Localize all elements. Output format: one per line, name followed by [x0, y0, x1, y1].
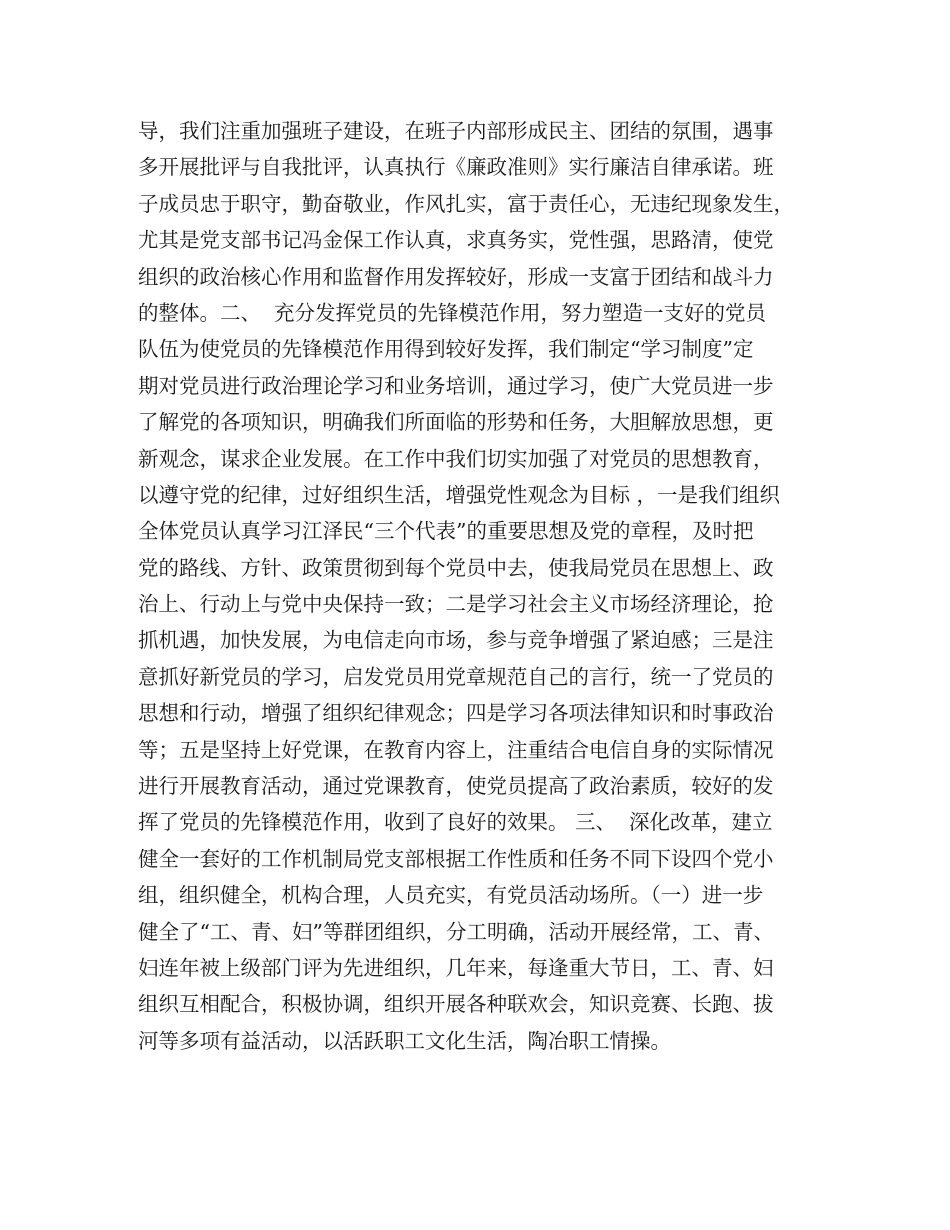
text-line: 党的路线、方针、政策贯彻到每个党员中去，使我局党员在思想上、政 — [138, 555, 774, 580]
text-line: 尤其是党支部书记冯金保工作认真，求真务实，党性强，思路清，使党 — [138, 228, 774, 253]
text-line: 的整体。二、 充分发挥党员的先锋模范作用，努力塑造一支好的党员 — [138, 300, 767, 325]
text-line: 以遵守党的纪律，过好组织生活，增强党性观念为目标 ，一是我们组织 — [138, 482, 781, 507]
text-line: 健全了“工、青、妇”等群团组织，分工明确，活动开展经常，工、青、 — [138, 919, 774, 944]
text-line: 河等多项有益活动，以活跃职工文化生活，陶冶职工情操。 — [138, 1028, 671, 1053]
text-line: 健全一套好的工作机制局党支部根据工作性质和任务不同下设四个党小 — [138, 846, 774, 871]
text-line: 子成员忠于职守，勤奋敬业，作风扎实，富于责任心，无违纪现象发生， — [138, 191, 794, 216]
text-line: 了解党的各项知识，明确我们所面临的形势和任务，大胆解放思想，更 — [138, 410, 774, 435]
text-line: 组织的政治核心作用和监督作用发挥较好，形成一支富于团结和战斗力 — [138, 264, 774, 289]
text-line: 组织互相配合，积极协调，组织开展各种联欢会，知识竞赛、长跑、拔 — [138, 992, 774, 1017]
text-line: 抓机遇，加快发展，为电信走向市场，参与竞争增强了紧迫感；三是注 — [138, 628, 774, 653]
text-line: 新观念，谋求企业发展。在工作中我们切实加强了对党员的思想教育， — [138, 446, 774, 471]
body-text — [138, 113, 838, 1059]
text-line: 意抓好新党员的学习，启发党员用党章规范自己的言行，统一了党员的 — [138, 664, 774, 689]
text-line: 队伍为使党员的先锋模范作用得到较好发挥，我们制定“学习制度”定 — [138, 337, 754, 362]
text-line: 期对党员进行政治理论学习和业务培训，通过学习，使广大党员进一步 — [138, 373, 774, 398]
text-line: 全体党员认真学习江泽民“三个代表”的重要思想及党的章程，及时把 — [138, 519, 754, 544]
text-line: 思想和行动，增强了组织纪律观念；四是学习各项法律知识和时事政治 — [138, 701, 774, 726]
text-line: 挥了党员的先锋模范作用，收到了良好的效果。 三、 深化改革，建立 — [138, 810, 773, 835]
text-line: 多开展批评与自我批评，认真执行《廉政准则》实行廉洁自律承诺。班 — [138, 155, 774, 180]
text-line: 等；五是坚持上好党课，在教育内容上，注重结合电信自身的实际情况 — [138, 737, 774, 762]
text-line: 进行开展教育活动，通过党课教育，使党员提高了政治素质，较好的发 — [138, 774, 774, 799]
text-line: 治上、行动上与党中央保持一致；二是学习社会主义市场经济理论，抢 — [138, 592, 774, 617]
text-line: 妇连年被上级部门评为先进组织，几年来，每逢重大节日，工、青、妇 — [138, 955, 774, 980]
text-line: 导，我们注重加强班子建设，在班子内部形成民主、团结的氛围，遇事 — [138, 119, 774, 143]
text-line: 组，组织健全，机构合理，人员充实，有党员活动场所。（一）进一步 — [138, 883, 764, 908]
